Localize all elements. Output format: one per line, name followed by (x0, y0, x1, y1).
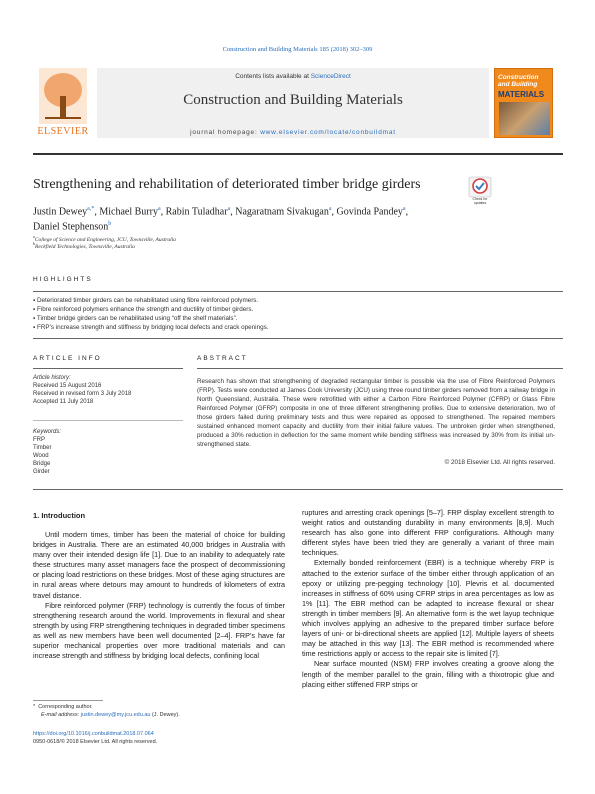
footnote (33, 704, 283, 719)
keyword: Timber (33, 445, 52, 451)
elsevier-tree-icon (39, 68, 87, 124)
journal-homepage (97, 129, 489, 136)
homepage-prefix: journal homepage: (190, 129, 261, 136)
body-paragraph: Externally bonded reinforcement (EBR) is a technique whereby FRP is attached to the exterior surface of the timber either through application of an epoxy or utilizing pre-pegging technology [10]. Plevris et al. documented increases in stiffness of 60% using CFRP strips in area percentages as low as 1% [11]. The EBR method can be adapted to increase flexural or shear strength in timber members [9]. An alternative form is the wet layup technique which involves applying an adhesive to the prepared timber surface before layers of uni- or bi-directional sheets are applied [12]. Multiple layers of sheets may be attached in this way [13]. The EBR method is recommended where time restrictions apply or access to the repair site is limited [7]. (302, 558, 554, 659)
cover-title: Construction and Building (498, 74, 539, 88)
author-name[interactable]: Michael Burry (99, 206, 158, 218)
crossmark-label: Check for updates (472, 197, 488, 205)
author-affiliation-marker[interactable]: a (227, 206, 231, 212)
contents-prefix: Contents lists available at (235, 73, 311, 80)
issn-line: 0950-0618/© 2018 Elsevier Ltd. All rights reserved. (33, 738, 158, 745)
email-suffix: (J. Dewey). (151, 711, 180, 718)
author-affiliation-marker[interactable]: b (108, 221, 112, 228)
author-affiliation-marker[interactable]: a (402, 206, 406, 212)
highlight-text: Timber bridge girders can be rehabilitated using “off the shelf materials”. (36, 315, 238, 322)
keyword: Bridge (33, 461, 51, 467)
author-name[interactable]: Rabin Tuladhar (165, 206, 228, 218)
affiliation-marker: b (33, 241, 35, 246)
accepted-date: Accepted 11 July 2018 (33, 399, 94, 405)
article-history-label: Article history: (33, 375, 71, 381)
keyword: Wood (33, 453, 49, 459)
author-affiliation-marker[interactable]: a (157, 206, 161, 212)
highlights-bottom-rule (33, 338, 563, 339)
highlight-text: Fibre reinforced polymers enhance the strength and ductility of timber girders. (36, 306, 254, 313)
doi-link[interactable]: https://doi.org/10.1016/j.conbuildmat.2018.07.064 (33, 731, 154, 737)
highlights-list (33, 296, 563, 332)
sciencedirect-link[interactable]: ScienceDirect (310, 73, 351, 80)
highlight-text: FRP’s increase strength and stiffness by bridging local defects and crack openings. (36, 324, 269, 331)
author-name[interactable]: Nagaratnam Sivakugan (235, 206, 329, 218)
author-affiliation-marker[interactable]: a (328, 206, 332, 212)
abstract-heading: ABSTRACT (197, 355, 248, 362)
keyword: FRP (33, 437, 45, 443)
abstract-rule (197, 368, 563, 369)
abstract-text: Research has shown that strengthening of degraded rectangular timber is possible via the use of Fibre Reinforced Polymers (FRP). Tests were conducted at James Cook University (JCU) using three round timber girders removed from a railway bridge in North Queensland, Australia. These were retrofitted with either a Carbon Fibre Reinforced Polymer (CFRP) or Glass Fibre Reinforced Polymer (GFRP) composite in one of three different strengthening profiles. Due to extensive deterioration, two of those girders failed during preliminary tests and thus were repaired as opposed to strengthened. The repaired members sustained enhanced moment capacity and ductility from their initial failure values. The unbroken girder when strengthened, produced a 30% reduction in deflection for the same moment while bending stiffness was increased by 30% from its initial un-strengthened state. (197, 378, 555, 448)
author-name[interactable]: Daniel Stephenson (33, 221, 109, 233)
highlight-item: ▪ Deteriorated timber girders can be rehabilitated using fibre reinforced polymers. (33, 297, 259, 304)
body-column-right (302, 508, 554, 690)
email-line (33, 712, 283, 720)
cover-photo (499, 102, 550, 135)
publisher-wordmark: ELSEVIER (37, 126, 89, 137)
email-label: E-mail address: (41, 711, 80, 718)
crossmark-badge[interactable] (468, 176, 492, 206)
footnote-marker: * (33, 704, 36, 710)
body-column-left (33, 530, 285, 661)
highlights-rule (33, 291, 563, 292)
corresponding-author-note (33, 704, 283, 712)
homepage-link[interactable]: www.elsevier.com/locate/conbuildmat (260, 129, 396, 136)
article-info-rule (33, 368, 183, 369)
body-paragraph: Near surface mounted (NSM) FRP involves creating a groove along the length of the member parallel to the grain, filling with a thixotropic glue and placing either stiffened FRP strips or (302, 659, 554, 689)
affiliation-b (33, 241, 135, 250)
email-link[interactable]: justin.dewey@my.jcu.edu.au (80, 711, 151, 718)
body-paragraph: ruptures and arresting crack openings [5–7]. FRP display excellent strength to weight ratios and outstanding durability in many environments [8,9]. Much research has also gone into different FRP configurations. Although many different styles have been tried they are generally a variant of three main techniques. (302, 508, 554, 558)
affiliation-marker: a (33, 234, 35, 239)
revised-date: Received in revised form 3 July 2018 (33, 391, 132, 397)
footnote-rule (33, 700, 103, 701)
corresponding-text: Corresponding author. (38, 704, 93, 710)
highlight-text: Deteriorated timber girders can be rehabilitated using fibre reinforced polymers. (36, 297, 259, 304)
highlight-item: ▪ FRP’s increase strength and stiffness by bridging local defects and crack openings. (33, 324, 269, 331)
journal-citation-line[interactable]: Construction and Building Materials 185 (2018) 302–309 (222, 46, 373, 53)
journal-cover-image (494, 68, 553, 138)
keyword: Girder (33, 469, 50, 475)
info-divider (33, 420, 183, 421)
copyright-notice: © 2018 Elsevier Ltd. All rights reserved. (444, 459, 555, 466)
affiliation-text: Reckfield Technologies, Townsville, Australia (35, 243, 135, 250)
received-date: Received 15 August 2016 (33, 383, 102, 389)
header-rule (33, 153, 563, 155)
journal-title: Construction and Building Materials (183, 92, 403, 108)
author-name[interactable]: Govinda Pandey (336, 206, 403, 218)
crossmark-icon (468, 176, 492, 198)
author-list: Justin Dewey$^{a,*}$, Michael Burry$^a$, Rabin Tuladhar$^a$, Nagaratnam Sivakugan$^a$, Govinda Pandey$^a$, Daniel Stephenson$^b$ (33, 206, 409, 233)
keywords-label: Keywords: (33, 429, 62, 435)
author-name[interactable]: Justin Dewey (33, 206, 88, 218)
contents-available-line (97, 73, 489, 80)
elsevier-logo (33, 66, 93, 138)
highlight-item: ▪ Fibre reinforced polymers enhance the strength and ductility of timber girders. (33, 306, 254, 313)
section-heading-introduction: 1. Introduction (33, 511, 86, 520)
doi-block (33, 731, 283, 746)
article-info-heading: ARTICLE INFO (33, 355, 102, 362)
body-paragraph: Fibre reinforced polymer (FRP) technology is currently the focus of timber strengthening research around the world. Improvements in flexural and shear strength by using FRP strengthening techniques in degraded timber specimens as well as new members have been well documented [2–4]. FRP’s have far superior mechanical properties over more traditional materials and can increase strength and stiffness by bridging local defects, confining local (33, 600, 285, 661)
affiliation-text: College of Science and Engineering, JCU, Townsville, Australia (34, 236, 176, 243)
keywords (33, 428, 183, 476)
highlights-heading: HIGHLIGHTS (33, 276, 93, 283)
author-affiliation-marker[interactable]: a,* (87, 206, 95, 212)
highlight-item: ▪ Timber bridge girders can be rehabilitated using “off the shelf materials”. (33, 315, 238, 322)
body-paragraph: Until modern times, timber has been the material of choice for building bridges in Australia. There are an estimated 40,000 bridges in Australia with many over their intended design life [1]. Due to an inability to adequately rate these structures many asset managers face the prospect of decommissioning or placing load restrictions on these bridges. Most of these aging structures are in rural areas where detours may amount to hundreds of kilometers of extra travel distance. (33, 530, 285, 600)
cover-title-materials: MATERIALS (498, 90, 545, 99)
paper-title: Strengthening and rehabilitation of deteriorated timber bridge girders (33, 177, 421, 192)
front-matter-rule (33, 489, 563, 490)
article-history (33, 374, 183, 406)
